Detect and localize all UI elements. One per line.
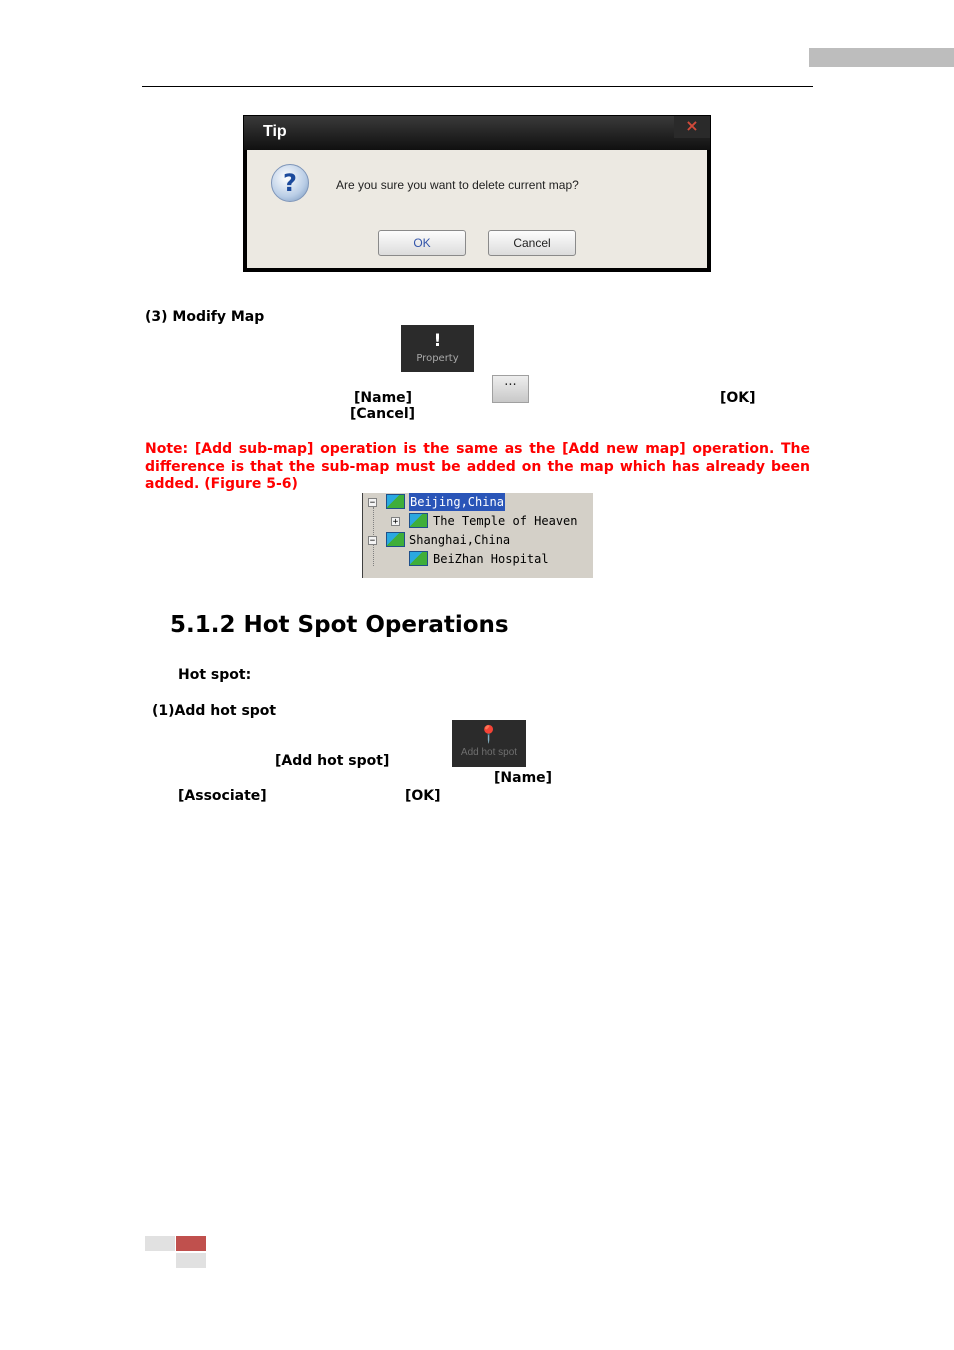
tip-dialog-body — [247, 150, 707, 268]
modify-map-heading: (3) Modify Map — [145, 309, 265, 325]
location-pin-icon: 📍 — [478, 725, 500, 745]
ok-button[interactable]: OK — [378, 230, 466, 256]
tip-dialog-titlebar — [244, 116, 710, 150]
footer-block-grey — [145, 1236, 175, 1251]
tree-item-beizhan-hospital[interactable] — [363, 550, 593, 568]
collapse-icon[interactable]: − — [369, 498, 376, 508]
hot-spot-label: Hot spot: — [178, 667, 252, 683]
footer-block-grey-lower — [176, 1253, 206, 1268]
map-icon — [409, 513, 428, 528]
tip-dialog-title: Tip — [263, 123, 287, 140]
tree-item-shanghai[interactable] — [363, 531, 593, 549]
map-tree — [362, 493, 593, 578]
section-title: 5.1.2 Hot Spot Operations — [170, 612, 509, 638]
tip-dialog-message: Are you sure you want to delete current map? — [336, 178, 579, 192]
hot-spot-ok-label: [OK] — [405, 788, 441, 804]
add-hot-spot-button-label: Add hot spot — [460, 747, 518, 758]
name-field-label: [Name] — [354, 390, 413, 406]
tree-item-temple-of-heaven[interactable] — [363, 512, 593, 530]
associate-label: [Associate] — [178, 788, 267, 804]
header-rule — [142, 86, 813, 87]
browse-button[interactable]: ··· — [492, 375, 529, 403]
tree-item-label: Beijing,China — [410, 495, 504, 509]
cancel-label: [Cancel] — [350, 406, 416, 422]
cancel-button[interactable]: Cancel — [488, 230, 576, 256]
header-bar — [809, 48, 954, 67]
property-button[interactable] — [401, 325, 474, 372]
expand-icon[interactable]: + — [392, 517, 399, 527]
map-icon — [409, 551, 428, 566]
tree-item-label: BeiZhan Hospital — [433, 552, 549, 566]
add-hot-spot-label: [Add hot spot] — [275, 753, 390, 769]
tree-item-beijing[interactable] — [363, 493, 593, 511]
tree-item-label: Shanghai,China — [409, 533, 511, 547]
note-paragraph: Note: [Add sub-map] operation is the same as the [Add new map] operation. The difference is that the sub-map must be added on the map which has already been added. (Figure 5-6) — [145, 441, 810, 492]
tree-item-label: The Temple of Heaven — [433, 514, 578, 528]
tip-dialog — [243, 115, 711, 272]
add-hot-spot-heading: (1)Add hot spot — [152, 703, 277, 719]
question-icon: ? — [271, 164, 309, 202]
add-hot-spot-button[interactable] — [452, 720, 526, 767]
map-icon — [386, 532, 405, 547]
exclamation-icon: ! — [433, 331, 442, 351]
ok-label: [OK] — [720, 390, 756, 406]
footer-block-red — [176, 1236, 206, 1251]
hot-spot-name-label: [Name] — [494, 770, 553, 786]
property-button-label: Property — [416, 353, 459, 364]
close-icon[interactable]: × — [674, 116, 710, 138]
map-icon — [386, 494, 405, 509]
collapse-icon[interactable]: − — [369, 536, 376, 546]
